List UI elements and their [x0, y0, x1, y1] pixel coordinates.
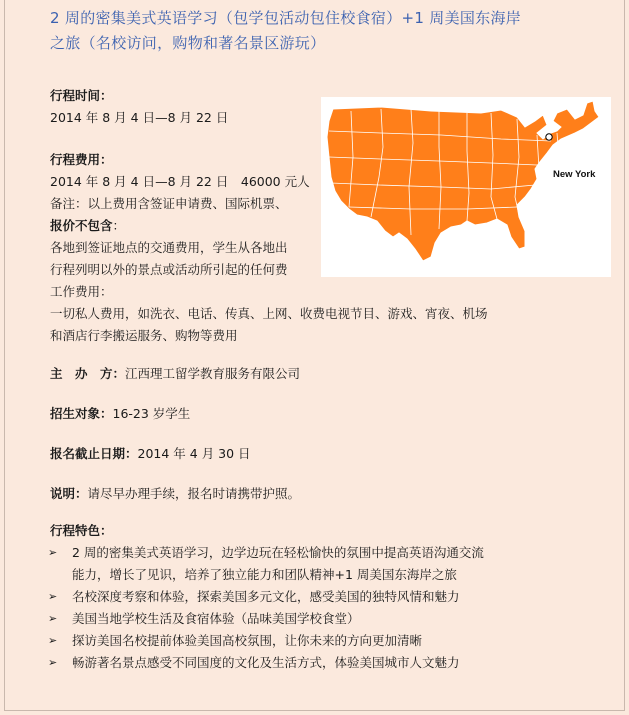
feature-item: [48, 630, 484, 652]
feature-text: 畅游著名景点感受不同国度的文化及生活方式，体验美国城市人文魅力: [72, 655, 460, 670]
feature-text: 2 周的密集美式英语学习，边学边玩在轻松愉快的氛围中提高英语沟通交流: [72, 545, 484, 560]
feature-item: [48, 542, 484, 586]
audience-label: 招生对象：: [50, 406, 113, 421]
cost-line-1: 2014 年 8 月 4 日—8 月 22 日 46000 元人: [50, 174, 310, 189]
features-section: [50, 520, 484, 674]
organizer-value: 江西理工留学教育服务有限公司: [125, 366, 301, 381]
schedule-value: 2014 年 8 月 4 日—8 月 22 日: [50, 110, 229, 125]
arrow-bullet-icon: ➢: [48, 656, 58, 669]
title-line-1: 2 周的密集美式英语学习（包学包活动包住校食宿）+1 周美国东海岸: [50, 9, 522, 27]
exclude-line-2: 行程列明以外的景点或活动所引起的任何费: [50, 262, 288, 277]
arrow-bullet-icon: ➢: [48, 612, 58, 625]
cost-note: 备注：以上费用含签证申请费、国际机票、: [50, 196, 288, 211]
exclude-line-4: 一切私人费用，如洗衣、电话、传真、上网、收费电视节目、游戏、宵夜、机场: [50, 306, 488, 321]
page-title: [50, 6, 570, 56]
feature-text: 探访美国名校提前体验美国高校氛围，让你未来的方向更加清晰: [72, 633, 423, 648]
cost-label: 行程费用：: [50, 152, 113, 167]
exclude-line-1: 各地到签证地点的交通费用，学生从各地出: [50, 240, 288, 255]
arrow-bullet-icon: ➢: [48, 546, 58, 559]
schedule-label: 行程时间：: [50, 88, 113, 103]
deadline-value: 2014 年 4 月 30 日: [137, 446, 251, 461]
feature-text: 美国当地学校生活及食宿体验（品味美国学校食堂）: [72, 611, 360, 626]
schedule-section: [50, 85, 228, 129]
exclude-line-5: 和酒店行李搬运服务、购物等费用: [50, 328, 238, 343]
features-label: 行程特色：: [50, 523, 113, 538]
arrow-bullet-icon: ➢: [48, 634, 58, 647]
note-row: [50, 483, 300, 505]
note-label: 说明：: [50, 486, 88, 501]
exclude-colon: ：: [112, 218, 126, 233]
deadline-label: 报名截止日期：: [50, 446, 138, 461]
feature-item: [48, 652, 484, 674]
organizer-label: 主 办 方：: [50, 366, 126, 381]
deadline-row: [50, 443, 251, 465]
feature-item: [48, 586, 484, 608]
exclude-label: 报价不包含: [50, 218, 113, 233]
new-york-label: New York: [553, 169, 596, 180]
audience-row: [50, 403, 190, 425]
usa-map-shape: [327, 101, 599, 261]
note-value: 请尽早办理手续，报名时请携带护照。: [87, 486, 301, 501]
feature-text-continued: 能力，增长了见识，培养了独立能力和团队精神+1 周美国东海岸之旅: [72, 567, 457, 582]
usa-map: [321, 97, 611, 277]
new-york-marker: [546, 134, 552, 140]
organizer-row: [50, 363, 300, 385]
audience-value: 16-23 岁学生: [112, 406, 191, 421]
exclude-line-3: 工作费用：: [50, 284, 113, 299]
title-line-2: 之旅（名校访问，购物和著名景区游玩）: [50, 34, 326, 52]
arrow-bullet-icon: ➢: [48, 590, 58, 603]
feature-text: 名校深度考察和体验，探索美国多元文化，感受美国的独特风情和魅力: [72, 589, 460, 604]
feature-item: [48, 608, 484, 630]
